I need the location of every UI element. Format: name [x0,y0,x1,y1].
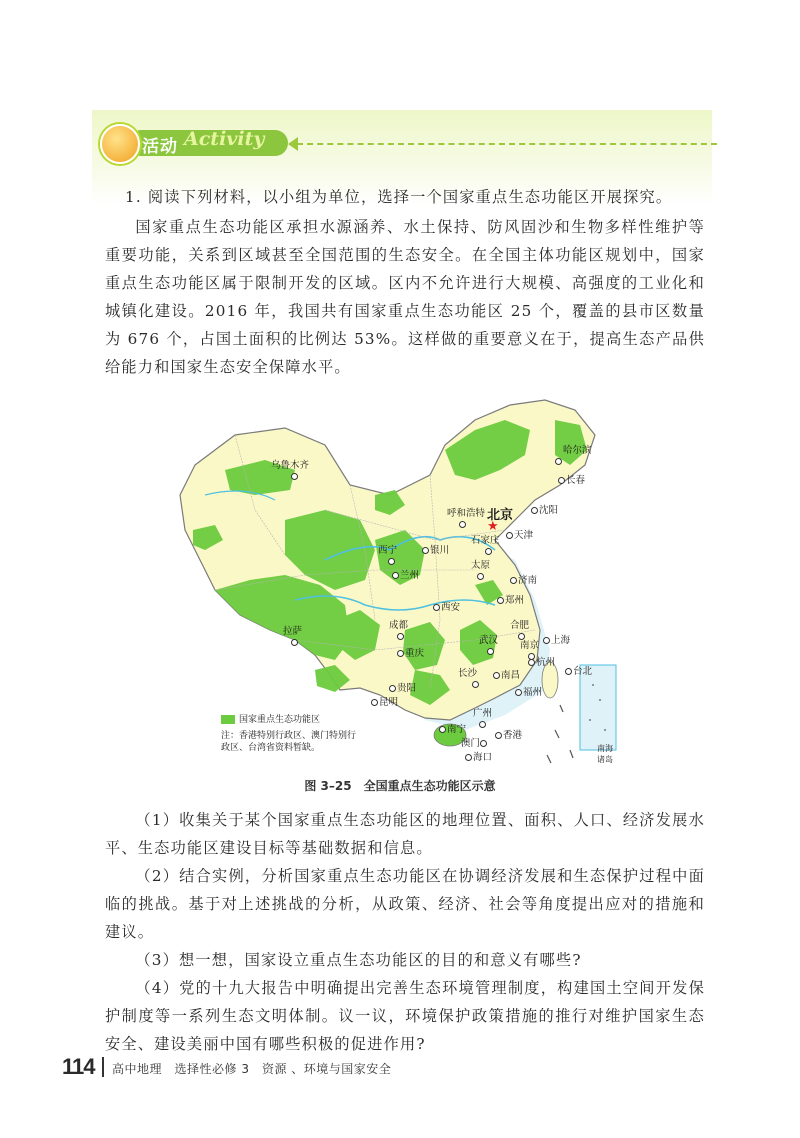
city-label: 海口 [465,752,492,763]
question-4: （4）党的十九大报告中明确提出完善生态环境管理制度，构建国土空间开发保护制度等一系列生态文明体制。议一议，环境保护政策措施的推行对维护国家生态安全、建设美丽中国有哪些积极的促进作用? [105,979,705,1053]
city-label: 台北 [565,666,592,677]
map-note: 注：香港特别行政区、澳门特别行政区、台湾省资料暂缺。 [221,731,357,753]
city-label: 香港 [495,730,522,741]
city-label: 石家庄 [471,535,500,557]
city-label: 合肥 [510,620,529,642]
activity-header [92,118,722,168]
city-label: 哈尔滨 [563,445,592,467]
question-1: （1）收集关于某个国家重点生态功能区的地理位置、面积、人口、经济发展水平、生态功能区建设目标等基础数据和信息。 [105,811,705,857]
city-label: 太原 [471,560,490,582]
south-china-sea-inset [580,665,616,750]
city-label: 乌鲁木齐 [271,460,309,482]
city-label: 昆明 [371,697,398,708]
city-label: 拉萨 [283,626,302,648]
question-3: （3）想一想，国家设立重点生态功能区的目的和意义有哪些? [135,951,582,969]
city-label: 兰州 [392,570,419,581]
city-label: 杭州 [528,657,555,668]
capital-star-icon: ★ [487,519,499,534]
dove-icon [100,124,140,164]
city-label: 广州 [473,708,492,730]
city-label: 南昌 [493,670,520,681]
city-label: 福州 [515,687,542,698]
map-legend: 国家重点生态功能区 [221,712,320,725]
city-label: 呼和浩特 [447,508,485,530]
instruction-text: 1. 阅读下列材料，以小组为单位，选择一个国家重点生态功能区开展探究。 [125,188,673,206]
city-label: 沈阳 [531,505,558,516]
activity-label: 活动 [142,137,178,157]
figure-caption: 图 3–25 全国重点生态功能区示意 [304,779,496,793]
city-label: 西宁 [378,545,397,567]
page-number: 114 [62,1054,95,1079]
question-2: （2）结合实例，分析国家重点生态功能区在协调经济发展和生态保护过程中面临的挑战。基于对上述挑战的分析，从政策、经济、社会等角度提出应对的措施和建议。 [105,867,705,941]
city-label: 南京 [520,640,539,662]
city-label: 天津 [506,530,533,541]
city-label: 武汉 [479,635,498,657]
footer-book-title: 高中地理 选择性必修 3 资源 、环境与国家安全 [112,1062,392,1076]
activity-label-en: Activity [184,128,265,150]
city-label: 郑州 [497,595,524,606]
city-label: 西安 [433,602,460,613]
activity-divider [297,143,717,145]
city-label: 澳门 [461,738,488,749]
city-label: 银川 [422,545,449,556]
legend-swatch [221,715,235,724]
city-label: 长沙 [458,668,480,690]
footer-divider [102,1057,104,1077]
city-label: 长春 [558,475,585,486]
city-label: 成都 [389,620,408,642]
china-eco-zone-map [175,390,620,775]
capital-label: 北京 ★ [487,508,514,534]
city-label: 济南 [510,575,537,586]
inset-label: 南海诸岛 [597,744,613,764]
material-text: 国家重点生态功能区承担水源涵养、水土保持、防风固沙和生物多样性维护等重要功能，关系到区域甚至全国范围的生态安全。在全国主体功能区规划中，国家重点生态功能区属于限制开发的区域。区内不允许进行大规模、高强度的工业化和城镇化建设。2016 年，我国共有国家重点生态功能区 25 个，覆盖的县市区数量为 676 个，占国土面积的比例达 53%。这样做的重要意义在于，提高生态产品供给能力和国家生态安全保障水平。 [105,218,705,376]
city-label: 贵阳 [389,683,416,694]
city-label: 重庆 [397,648,424,659]
city-label: 南宁 [439,724,466,735]
city-label: 上海 [543,635,570,646]
